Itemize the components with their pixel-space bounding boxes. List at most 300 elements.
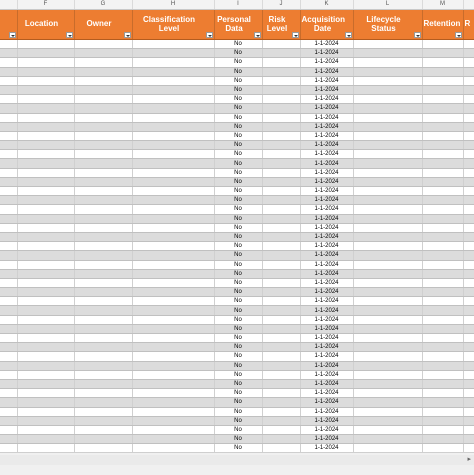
table-cell[interactable] (0, 205, 17, 214)
table-cell[interactable] (422, 177, 463, 186)
table-cell[interactable] (17, 113, 74, 122)
table-cell[interactable] (0, 278, 17, 287)
table-cell[interactable] (463, 324, 474, 333)
cell-acquisition-date[interactable]: 1-1-2024 (300, 334, 353, 343)
cell-personal-data[interactable]: No (214, 260, 262, 269)
cell-acquisition-date[interactable]: 1-1-2024 (300, 242, 353, 251)
table-cell[interactable] (132, 288, 214, 297)
table-cell[interactable] (0, 196, 17, 205)
cell-acquisition-date[interactable]: 1-1-2024 (300, 352, 353, 361)
table-cell[interactable] (422, 297, 463, 306)
table-cell[interactable] (17, 104, 74, 113)
cell-personal-data[interactable]: No (214, 67, 262, 76)
table-cell[interactable] (262, 370, 300, 379)
table-cell[interactable] (422, 278, 463, 287)
table-cell[interactable] (262, 67, 300, 76)
table-cell[interactable] (262, 95, 300, 104)
table-cell[interactable] (17, 379, 74, 388)
table-cell[interactable] (17, 177, 74, 186)
table-cell[interactable] (17, 168, 74, 177)
table-cell[interactable] (0, 177, 17, 186)
cell-personal-data[interactable]: No (214, 425, 262, 434)
table-cell[interactable] (17, 76, 74, 85)
table-cell[interactable] (0, 379, 17, 388)
table-cell[interactable] (17, 251, 74, 260)
table-cell[interactable] (0, 334, 17, 343)
cell-personal-data[interactable]: No (214, 113, 262, 122)
table-cell[interactable] (463, 131, 474, 140)
table-cell[interactable] (422, 361, 463, 370)
table-cell[interactable] (463, 122, 474, 131)
table-cell[interactable] (74, 214, 132, 223)
table-cell[interactable] (132, 168, 214, 177)
table-cell[interactable] (17, 214, 74, 223)
table-cell[interactable] (262, 379, 300, 388)
cell-acquisition-date[interactable]: 1-1-2024 (300, 370, 353, 379)
cell-personal-data[interactable]: No (214, 150, 262, 159)
table-cell[interactable] (74, 361, 132, 370)
table-cell[interactable] (132, 398, 214, 407)
table-cell[interactable] (463, 370, 474, 379)
table-cell[interactable] (353, 379, 422, 388)
cell-acquisition-date[interactable]: 1-1-2024 (300, 435, 353, 444)
table-cell[interactable] (262, 205, 300, 214)
table-cell[interactable] (353, 251, 422, 260)
table-cell[interactable] (463, 67, 474, 76)
table-cell[interactable] (463, 334, 474, 343)
filter-dropdown-icon[interactable] (66, 32, 73, 38)
table-cell[interactable] (74, 269, 132, 278)
table-cell[interactable] (74, 278, 132, 287)
table-cell[interactable] (422, 324, 463, 333)
cell-acquisition-date[interactable]: 1-1-2024 (300, 168, 353, 177)
table-cell[interactable] (353, 214, 422, 223)
filter-dropdown-icon[interactable] (124, 32, 131, 38)
cell-acquisition-date[interactable]: 1-1-2024 (300, 67, 353, 76)
table-cell[interactable] (422, 141, 463, 150)
table-cell[interactable] (74, 297, 132, 306)
table-cell[interactable] (0, 67, 17, 76)
cell-personal-data[interactable]: No (214, 196, 262, 205)
cell-acquisition-date[interactable]: 1-1-2024 (300, 361, 353, 370)
filter-dropdown-icon[interactable] (206, 32, 213, 38)
table-cell[interactable] (17, 205, 74, 214)
table-cell[interactable] (422, 425, 463, 434)
table-cell[interactable] (0, 58, 17, 67)
cell-personal-data[interactable]: No (214, 398, 262, 407)
cell-personal-data[interactable]: No (214, 85, 262, 94)
table-cell[interactable] (463, 389, 474, 398)
table-cell[interactable] (17, 361, 74, 370)
cell-acquisition-date[interactable]: 1-1-2024 (300, 177, 353, 186)
table-cell[interactable] (132, 141, 214, 150)
table-cell[interactable] (262, 398, 300, 407)
table-cell[interactable] (463, 306, 474, 315)
table-cell[interactable] (0, 49, 17, 58)
table-cell[interactable] (74, 407, 132, 416)
table-cell[interactable] (74, 122, 132, 131)
table-cell[interactable] (74, 435, 132, 444)
table-cell[interactable] (132, 306, 214, 315)
cell-acquisition-date[interactable]: 1-1-2024 (300, 398, 353, 407)
table-cell[interactable] (0, 85, 17, 94)
table-cell[interactable] (132, 122, 214, 131)
table-cell[interactable] (17, 242, 74, 251)
cell-personal-data[interactable]: No (214, 168, 262, 177)
table-cell[interactable] (353, 242, 422, 251)
cell-personal-data[interactable]: No (214, 131, 262, 140)
cell-acquisition-date[interactable]: 1-1-2024 (300, 343, 353, 352)
table-cell[interactable] (17, 40, 74, 49)
column-letter-cell[interactable]: K (300, 0, 353, 10)
table-cell[interactable] (0, 343, 17, 352)
table-cell[interactable] (132, 334, 214, 343)
table-cell[interactable] (463, 168, 474, 177)
table-cell[interactable] (262, 315, 300, 324)
table-cell[interactable] (17, 278, 74, 287)
table-cell[interactable] (17, 324, 74, 333)
table-cell[interactable] (132, 352, 214, 361)
cell-acquisition-date[interactable]: 1-1-2024 (300, 223, 353, 232)
table-cell[interactable] (422, 242, 463, 251)
table-cell[interactable] (132, 297, 214, 306)
table-cell[interactable] (353, 113, 422, 122)
table-cell[interactable] (262, 324, 300, 333)
table-cell[interactable] (463, 242, 474, 251)
cell-acquisition-date[interactable]: 1-1-2024 (300, 122, 353, 131)
table-cell[interactable] (17, 297, 74, 306)
table-cell[interactable] (17, 352, 74, 361)
table-cell[interactable] (74, 58, 132, 67)
cell-acquisition-date[interactable]: 1-1-2024 (300, 260, 353, 269)
table-cell[interactable] (353, 223, 422, 232)
table-cell[interactable] (262, 141, 300, 150)
cell-personal-data[interactable]: No (214, 214, 262, 223)
table-cell[interactable] (463, 315, 474, 324)
table-cell[interactable] (17, 131, 74, 140)
table-cell[interactable] (132, 269, 214, 278)
table-cell[interactable] (353, 168, 422, 177)
table-cell[interactable] (463, 435, 474, 444)
table-cell[interactable] (422, 315, 463, 324)
table-cell[interactable] (74, 150, 132, 159)
table-cell[interactable] (132, 150, 214, 159)
cell-acquisition-date[interactable]: 1-1-2024 (300, 205, 353, 214)
table-cell[interactable] (422, 85, 463, 94)
column-letter-cell[interactable]: I (214, 0, 262, 10)
cell-personal-data[interactable]: No (214, 435, 262, 444)
cell-personal-data[interactable]: No (214, 389, 262, 398)
table-cell[interactable] (74, 113, 132, 122)
table-cell[interactable] (422, 379, 463, 388)
table-cell[interactable] (74, 67, 132, 76)
table-cell[interactable] (422, 131, 463, 140)
table-cell[interactable] (17, 85, 74, 94)
table-cell[interactable] (132, 49, 214, 58)
table-cell[interactable] (17, 150, 74, 159)
table-cell[interactable] (132, 251, 214, 260)
table-cell[interactable] (74, 416, 132, 425)
table-cell[interactable] (262, 113, 300, 122)
table-cell[interactable] (74, 315, 132, 324)
table-cell[interactable] (422, 104, 463, 113)
cell-personal-data[interactable]: No (214, 343, 262, 352)
table-cell[interactable] (353, 416, 422, 425)
table-cell[interactable] (422, 214, 463, 223)
table-cell[interactable] (0, 361, 17, 370)
cell-personal-data[interactable]: No (214, 242, 262, 251)
cell-acquisition-date[interactable]: 1-1-2024 (300, 113, 353, 122)
table-cell[interactable] (74, 370, 132, 379)
table-cell[interactable] (0, 122, 17, 131)
table-cell[interactable] (463, 361, 474, 370)
table-cell[interactable] (422, 306, 463, 315)
table-cell[interactable] (0, 76, 17, 85)
table-cell[interactable] (132, 85, 214, 94)
table-cell[interactable] (262, 223, 300, 232)
table-cell[interactable] (0, 251, 17, 260)
table-cell[interactable] (422, 49, 463, 58)
table-cell[interactable] (463, 251, 474, 260)
table-cell[interactable] (262, 76, 300, 85)
table-cell[interactable] (353, 324, 422, 333)
table-cell[interactable] (353, 435, 422, 444)
table-cell[interactable] (0, 232, 17, 241)
table-cell[interactable] (17, 288, 74, 297)
table-cell[interactable] (353, 398, 422, 407)
table-cell[interactable] (262, 150, 300, 159)
table-cell[interactable] (132, 379, 214, 388)
table-cell[interactable] (0, 416, 17, 425)
cell-acquisition-date[interactable]: 1-1-2024 (300, 196, 353, 205)
table-cell[interactable] (422, 196, 463, 205)
table-cell[interactable] (422, 187, 463, 196)
cell-personal-data[interactable]: No (214, 104, 262, 113)
table-cell[interactable] (463, 205, 474, 214)
filter-dropdown-icon[interactable] (345, 32, 352, 38)
column-letter-cell[interactable]: F (17, 0, 74, 10)
table-cell[interactable] (0, 297, 17, 306)
table-cell[interactable] (132, 131, 214, 140)
table-cell[interactable] (353, 425, 422, 434)
table-cell[interactable] (353, 232, 422, 241)
cell-personal-data[interactable]: No (214, 205, 262, 214)
table-cell[interactable] (0, 187, 17, 196)
table-cell[interactable] (132, 416, 214, 425)
table-cell[interactable] (0, 141, 17, 150)
table-cell[interactable] (17, 425, 74, 434)
table-cell[interactable] (463, 40, 474, 49)
cell-acquisition-date[interactable]: 1-1-2024 (300, 76, 353, 85)
cell-personal-data[interactable]: No (214, 324, 262, 333)
table-cell[interactable] (17, 159, 74, 168)
table-cell[interactable] (422, 58, 463, 67)
table-cell[interactable] (422, 398, 463, 407)
table-cell[interactable] (0, 150, 17, 159)
table-cell[interactable] (132, 76, 214, 85)
table-cell[interactable] (17, 435, 74, 444)
table-cell[interactable] (463, 196, 474, 205)
table-cell[interactable] (262, 407, 300, 416)
table-cell[interactable] (74, 141, 132, 150)
column-letter-cell[interactable]: M (422, 0, 463, 10)
table-cell[interactable] (422, 416, 463, 425)
cell-acquisition-date[interactable]: 1-1-2024 (300, 159, 353, 168)
table-cell[interactable] (353, 407, 422, 416)
table-cell[interactable] (0, 324, 17, 333)
table-cell[interactable] (17, 187, 74, 196)
table-cell[interactable] (463, 343, 474, 352)
cell-acquisition-date[interactable]: 1-1-2024 (300, 306, 353, 315)
table-cell[interactable] (74, 260, 132, 269)
table-cell[interactable] (0, 315, 17, 324)
table-cell[interactable] (262, 49, 300, 58)
table-cell[interactable] (0, 131, 17, 140)
table-cell[interactable] (353, 49, 422, 58)
cell-acquisition-date[interactable]: 1-1-2024 (300, 416, 353, 425)
column-letter-cell[interactable] (463, 0, 474, 10)
table-cell[interactable] (463, 260, 474, 269)
table-cell[interactable] (422, 352, 463, 361)
table-cell[interactable] (262, 343, 300, 352)
table-cell[interactable] (74, 425, 132, 434)
table-cell[interactable] (132, 95, 214, 104)
table-cell[interactable] (262, 297, 300, 306)
table-cell[interactable] (422, 223, 463, 232)
table-cell[interactable] (353, 269, 422, 278)
table-cell[interactable] (262, 131, 300, 140)
table-cell[interactable] (262, 58, 300, 67)
table-cell[interactable] (463, 95, 474, 104)
table-cell[interactable] (422, 232, 463, 241)
table-cell[interactable] (353, 122, 422, 131)
filter-dropdown-icon[interactable] (292, 32, 299, 38)
table-cell[interactable] (422, 435, 463, 444)
table-cell[interactable] (17, 334, 74, 343)
cell-acquisition-date[interactable]: 1-1-2024 (300, 315, 353, 324)
table-cell[interactable] (132, 425, 214, 434)
cell-acquisition-date[interactable]: 1-1-2024 (300, 389, 353, 398)
table-cell[interactable] (353, 306, 422, 315)
table-cell[interactable] (132, 104, 214, 113)
table-cell[interactable] (353, 187, 422, 196)
table-cell[interactable] (353, 159, 422, 168)
cell-acquisition-date[interactable]: 1-1-2024 (300, 104, 353, 113)
table-cell[interactable] (422, 150, 463, 159)
table-cell[interactable] (262, 352, 300, 361)
table-cell[interactable] (262, 435, 300, 444)
cell-acquisition-date[interactable]: 1-1-2024 (300, 131, 353, 140)
cell-personal-data[interactable]: No (214, 177, 262, 186)
table-cell[interactable] (17, 370, 74, 379)
cell-acquisition-date[interactable]: 1-1-2024 (300, 187, 353, 196)
table-cell[interactable] (262, 85, 300, 94)
table-cell[interactable] (132, 205, 214, 214)
table-cell[interactable] (132, 214, 214, 223)
cell-acquisition-date[interactable]: 1-1-2024 (300, 288, 353, 297)
cell-acquisition-date[interactable]: 1-1-2024 (300, 214, 353, 223)
table-cell[interactable] (17, 269, 74, 278)
table-cell[interactable] (132, 187, 214, 196)
table-cell[interactable] (132, 324, 214, 333)
table-cell[interactable] (17, 260, 74, 269)
cell-acquisition-date[interactable]: 1-1-2024 (300, 444, 353, 453)
cell-personal-data[interactable]: No (214, 297, 262, 306)
table-cell[interactable] (74, 95, 132, 104)
table-cell[interactable] (463, 288, 474, 297)
cell-personal-data[interactable]: No (214, 269, 262, 278)
table-cell[interactable] (353, 205, 422, 214)
table-cell[interactable] (463, 159, 474, 168)
table-cell[interactable] (353, 104, 422, 113)
table-cell[interactable] (74, 177, 132, 186)
table-cell[interactable] (422, 67, 463, 76)
table-cell[interactable] (132, 343, 214, 352)
table-cell[interactable] (422, 334, 463, 343)
table-cell[interactable] (17, 398, 74, 407)
table-cell[interactable] (463, 352, 474, 361)
table-cell[interactable] (353, 370, 422, 379)
cell-acquisition-date[interactable]: 1-1-2024 (300, 407, 353, 416)
cell-acquisition-date[interactable]: 1-1-2024 (300, 141, 353, 150)
cell-acquisition-date[interactable]: 1-1-2024 (300, 324, 353, 333)
table-cell[interactable] (422, 122, 463, 131)
table-cell[interactable] (463, 223, 474, 232)
table-cell[interactable] (132, 177, 214, 186)
table-cell[interactable] (422, 389, 463, 398)
table-cell[interactable] (17, 67, 74, 76)
table-cell[interactable] (0, 407, 17, 416)
table-cell[interactable] (0, 435, 17, 444)
table-cell[interactable] (0, 389, 17, 398)
table-cell[interactable] (262, 278, 300, 287)
table-cell[interactable] (353, 334, 422, 343)
table-cell[interactable] (463, 187, 474, 196)
column-letter-cell[interactable]: J (262, 0, 300, 10)
table-cell[interactable] (353, 288, 422, 297)
table-cell[interactable] (74, 76, 132, 85)
table-cell[interactable] (353, 352, 422, 361)
table-cell[interactable] (422, 168, 463, 177)
table-cell[interactable] (422, 370, 463, 379)
cell-personal-data[interactable]: No (214, 187, 262, 196)
table-cell[interactable] (422, 159, 463, 168)
table-cell[interactable] (353, 177, 422, 186)
table-cell[interactable] (74, 232, 132, 241)
chevron-right-icon[interactable]: ▸ (467, 456, 471, 463)
table-cell[interactable] (74, 334, 132, 343)
table-cell[interactable] (17, 49, 74, 58)
table-cell[interactable] (17, 141, 74, 150)
table-cell[interactable] (17, 223, 74, 232)
table-cell[interactable] (132, 67, 214, 76)
cell-personal-data[interactable]: No (214, 40, 262, 49)
table-cell[interactable] (422, 40, 463, 49)
table-cell[interactable] (262, 288, 300, 297)
table-cell[interactable] (422, 288, 463, 297)
table-cell[interactable] (74, 288, 132, 297)
cell-personal-data[interactable]: No (214, 58, 262, 67)
table-cell[interactable] (132, 435, 214, 444)
cell-acquisition-date[interactable]: 1-1-2024 (300, 40, 353, 49)
table-cell[interactable] (262, 232, 300, 241)
table-cell[interactable] (262, 389, 300, 398)
table-cell[interactable] (132, 232, 214, 241)
table-cell[interactable] (0, 398, 17, 407)
table-cell[interactable] (353, 297, 422, 306)
cell-personal-data[interactable]: No (214, 251, 262, 260)
table-cell[interactable] (0, 269, 17, 278)
